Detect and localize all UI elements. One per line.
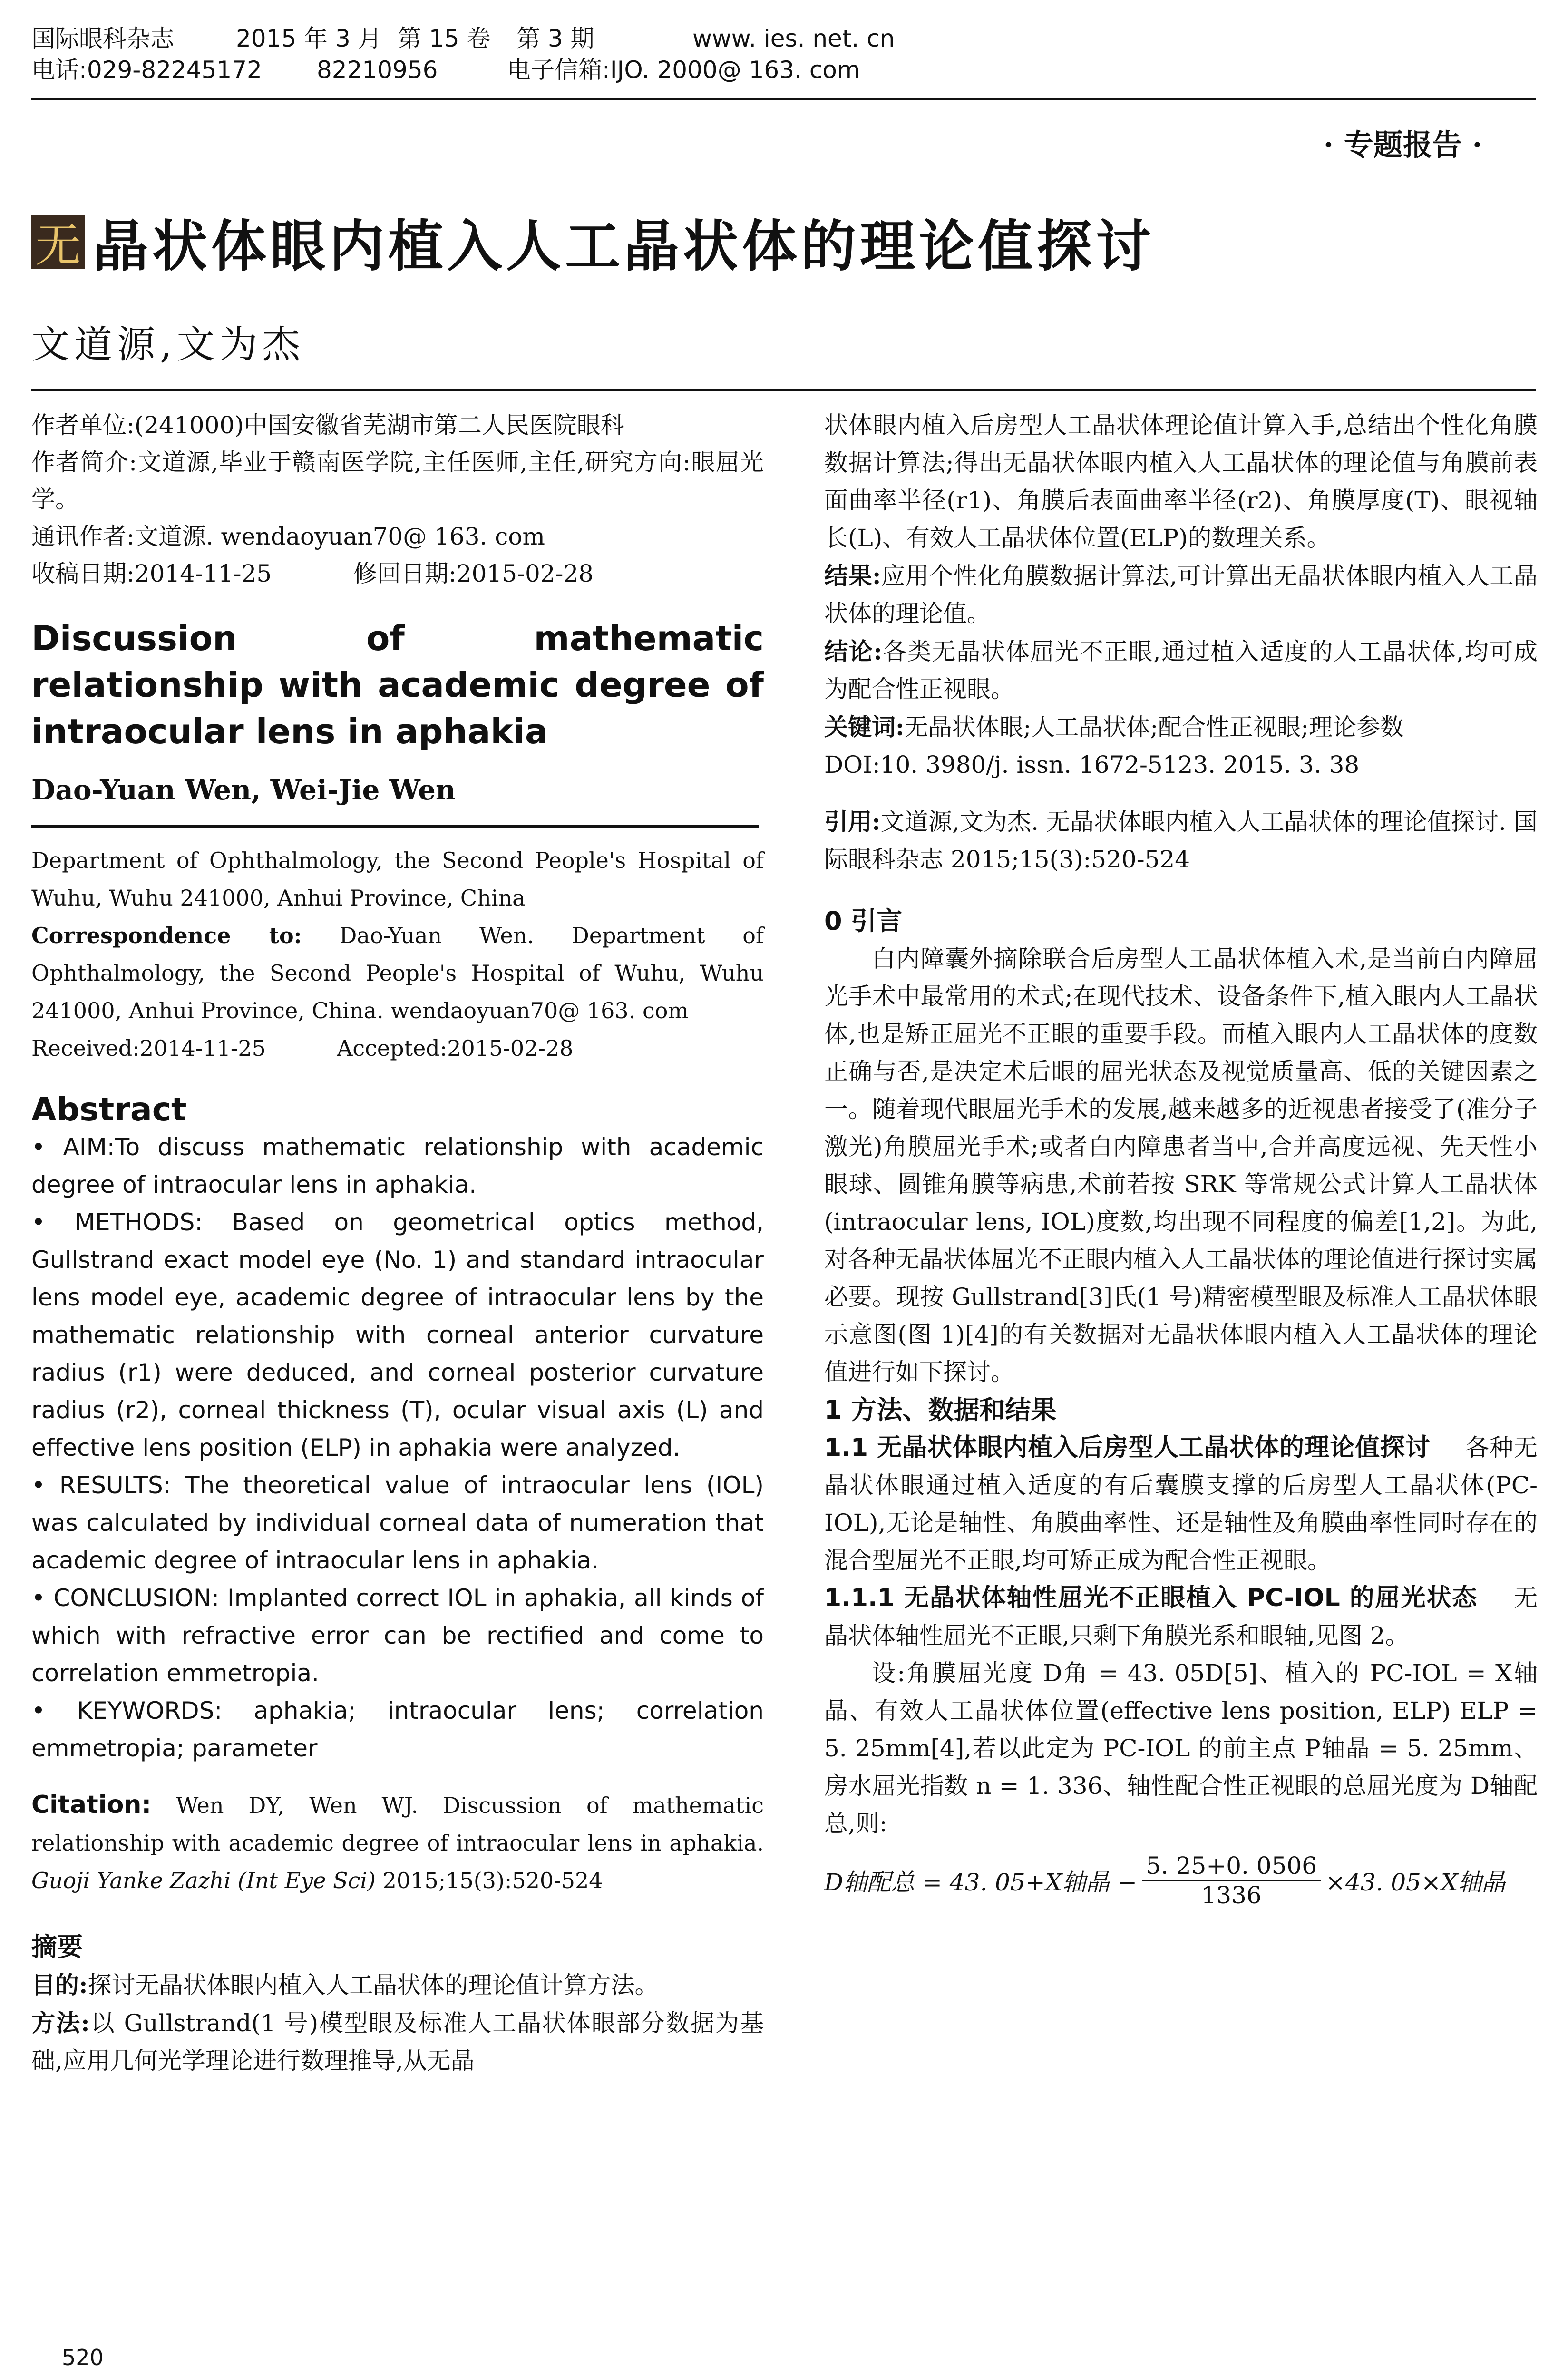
abstract-aim: • AIM:To discuss mathematic relationship with academic degree of intraocular lens in aphakia. bbox=[31, 1133, 764, 1198]
english-correspondence bbox=[31, 917, 764, 1030]
phone2: 82210956 bbox=[317, 56, 438, 84]
en-received: Received:2014-11-25 bbox=[31, 1035, 266, 1061]
abstract-methods: • METHODS: Based on geometrical optics method, Gullstrand exact model eye (No. 1) and standard intraocular lens model eye, academic degree of intraocular lens by the mathematic relationship with corneal anterior curvature radius (r1) were deduced, and corneal posterior curvature radius (r2), corneal thickness (T), ocular visual axis (L) and effective lens position (ELP) in aphakia were analyzed. bbox=[31, 1208, 764, 1461]
cn-aim-text: 探讨无晶状体眼内植入人工晶状体的理论值计算方法。 bbox=[88, 1971, 659, 1999]
intro-paragraph: 白内障囊外摘除联合后房型人工晶状体植入术,是当前白内障屈光手术中最常用的术式;在现代技术、设备条件下,植入眼内人工晶状体,也是矫正屈光不正眼的重要手段。而植入眼内人工晶状体的度数正确与否,是决定术后眼的屈光状态及视觉质量高、低的关键因素之一。随着现代眼屈光手术的发展,越来越多的近视患者接受了(准分子激光)角膜屈光手术;或者白内障患者当中,合并高度远视、先天性小眼球、圆锥角膜等病患,术前若按 SRK 等常规公式计算人工晶状体(intraocular lens, IOL)度数,均出现不同程度的偏差[1,2]。为此,对各种无晶状体屈光不正眼内植入人工晶状体的理论值进行探讨实属必要。现按 Gullstrand[3]氏(1 号)精密模型眼及标准人工晶状体眼示意图(图 1)[4]的有关数据对无晶状体眼内植入人工晶状体的理论值进行如下探讨。 bbox=[824, 945, 1538, 1386]
intro-heading: 0 引言 bbox=[824, 906, 903, 936]
dates bbox=[31, 555, 764, 592]
doi: DOI:10. 3980/j. issn. 1672-5123. 2015. 3. 38 bbox=[824, 751, 1360, 779]
right-column bbox=[824, 407, 1538, 1909]
section-1-1-1-heading: 1.1.1 无晶状体轴性屈光不正眼植入 PC-IOL 的屈光状态 bbox=[824, 1584, 1478, 1612]
citation-label: Citation: bbox=[31, 1791, 152, 1819]
fraction-denominator: 1336 bbox=[1201, 1881, 1262, 1909]
cn-aim-label: 目的: bbox=[31, 1971, 88, 1999]
english-department: Department of Ophthalmology, the Second People's Hospital of Wuhu, Wuhu 241000, Anhui Province, China bbox=[31, 848, 764, 911]
issue-date: 2015 年 3 月 bbox=[236, 25, 382, 52]
citation bbox=[31, 1786, 764, 1900]
citation-journal: Guoji Yanke Zazhi (Int Eye Sci) bbox=[31, 1868, 376, 1893]
section-1-1-1-text: 无晶状体轴性屈光不正眼,只剩下角膜光系和眼轴,见图 2。 bbox=[824, 1584, 1538, 1649]
cn-citation-label: 引用: bbox=[824, 808, 881, 836]
section-1-heading: 1 方法、数据和结果 bbox=[824, 1395, 1057, 1425]
section-1-1-1 bbox=[824, 1579, 1538, 1655]
cn-keywords-label: 关键词: bbox=[824, 713, 905, 741]
cn-results-text: 应用个性化角膜数据计算法,可计算出无晶状体眼内植入人工晶状体的理论值。 bbox=[824, 562, 1538, 627]
email: 电子信箱:IJO. 2000@ 163. com bbox=[507, 56, 860, 84]
chinese-abstract-heading: 摘要 bbox=[31, 1932, 83, 1962]
volume: 第 15 卷 bbox=[398, 25, 491, 52]
fraction-numerator: 5. 25+0. 0506 bbox=[1142, 1852, 1321, 1881]
english-authors: Dao-Yuan Wen, Wei-Jie Wen bbox=[31, 774, 456, 806]
cn-keywords bbox=[824, 708, 1538, 746]
revised-date: 修回日期:2015-02-28 bbox=[353, 560, 594, 587]
section-1-1-1-setup: 设:角膜屈光度 D角 = 43. 05D[5]、植入的 PC-IOL = X轴晶、有效人工晶状体位置(effective lens position, ELP) ELP = 5. 25mm[4],若以此定为 PC-IOL 的前主点 P轴晶 = 5. 25mm、房水屈光指数 n = 1. 336、轴性配合性正视眼的总屈光度为 D轴配总,则: bbox=[824, 1659, 1538, 1837]
section-label: · 专题报告 · bbox=[1323, 127, 1482, 162]
correspondence-label: Correspondence to: bbox=[31, 923, 302, 948]
en-accepted: Accepted:2015-02-28 bbox=[337, 1035, 574, 1061]
cn-results bbox=[824, 557, 1538, 633]
journal-header bbox=[31, 23, 1534, 86]
title-rule bbox=[31, 389, 1536, 391]
section-1-1-heading: 1.1 无晶状体眼内植入后房型人工晶状体的理论值探讨 bbox=[824, 1433, 1431, 1462]
issue: 第 3 期 bbox=[516, 25, 594, 52]
title-first-char: 无 bbox=[31, 215, 85, 269]
section-1-1 bbox=[824, 1429, 1538, 1579]
authors-chinese: 文道源,文为杰 bbox=[31, 322, 305, 367]
english-dates bbox=[31, 1030, 764, 1067]
cn-conclusion-text: 各类无晶状体屈光不正眼,通过植入适度的人工晶状体,均可成为配合性正视眼。 bbox=[824, 638, 1538, 703]
corresponding-author: 通讯作者:文道源. wendaoyuan70@ 163. com bbox=[31, 523, 545, 550]
cn-conclusion bbox=[824, 633, 1538, 708]
page-number: 520 bbox=[62, 2345, 104, 2370]
journal-name: 国际眼科杂志 bbox=[31, 25, 174, 52]
english-title: Discussion of mathematic relationship with academic degree of intraocular lens in aphakia bbox=[31, 618, 764, 751]
cn-methods-text: 以 Gullstrand(1 号)模型眼及标准人工晶状体眼部分数据为基础,应用几何光学理论进行数理推导,从无晶 bbox=[31, 2009, 764, 2075]
cn-keywords-text: 无晶状体眼;人工晶状体;配合性正视眼;理论参数 bbox=[904, 713, 1404, 741]
abstract-conclusion: • CONCLUSION: Implanted correct IOL in aphakia, all kinds of which with refractive error can be rectified and come to correlation emmetropia. bbox=[31, 1584, 764, 1687]
section-1-1-text: 各种无晶状体眼通过植入适度的有后囊膜支撑的后房型人工晶状体(PC-IOL),无论是轴性、角膜曲率性、还是轴性及角膜曲率性同时存在的混合型屈光不正眼,均可矫正成为配合性正视眼。 bbox=[824, 1434, 1538, 1574]
cn-aim bbox=[31, 1966, 764, 2004]
abstract-heading: Abstract bbox=[31, 1091, 187, 1129]
title-text: 晶状体眼内植入人工晶状体的理论值探讨 bbox=[93, 214, 1155, 279]
cn-methods-continued: 状体眼内植入后房型人工晶状体理论值计算入手,总结出个性化角膜数据计算法;得出无晶状体眼内植入人工晶状体的理论值与角膜前表面曲率半径(r1)、角膜后表面曲率半径(r2)、角膜厚度(T)、眼视轴长(L)、有效人工晶状体位置(ELP)的数理关系。 bbox=[824, 411, 1538, 552]
equation-fraction bbox=[1142, 1852, 1321, 1909]
equation-rhs: ×43. 05×X轴晶 bbox=[1325, 1869, 1506, 1896]
equation-lhs: D轴配总 = 43. 05+X轴晶 − bbox=[824, 1869, 1138, 1896]
equation-1 bbox=[824, 1852, 1538, 1909]
cn-citation-text: 文道源,文为杰. 无晶状体眼内植入人工晶状体的理论值探讨. 国际眼科杂志 2015;15(3):520-524 bbox=[824, 808, 1538, 873]
article-title bbox=[31, 202, 1155, 282]
phone: 电话:029-82245172 bbox=[31, 56, 262, 84]
abstract-keywords: • KEYWORDS: aphakia; intraocular lens; correlation emmetropia; parameter bbox=[31, 1697, 764, 1762]
author-bio: 作者简介:文道源,毕业于赣南医学院,主任医师,主任,研究方向:眼屈光学。 bbox=[31, 448, 764, 513]
header-rule bbox=[31, 98, 1536, 100]
affiliation: 作者单位:(241000)中国安徽省芜湖市第二人民医院眼科 bbox=[31, 411, 624, 439]
left-column bbox=[31, 407, 764, 2080]
cn-conclusion-label: 结论: bbox=[824, 637, 882, 665]
received-date: 收稿日期:2014-11-25 bbox=[31, 560, 272, 587]
website: www. ies. net. cn bbox=[692, 25, 895, 52]
cn-methods bbox=[31, 2004, 764, 2080]
citation-tail: 2015;15(3):520-524 bbox=[382, 1868, 603, 1893]
cn-citation bbox=[824, 803, 1538, 878]
cn-methods-label: 方法: bbox=[31, 2009, 90, 2037]
cn-results-label: 结果: bbox=[824, 562, 881, 590]
correspondence-text: Dao-Yuan Wen. Department of Ophthalmology, the Second People's Hospital of Wuhu, Wuhu 241000, Anhui Province, China. wendaoyuan70@ 163. com bbox=[31, 923, 764, 1023]
abstract-results: • RESULTS: The theoretical value of intraocular lens (IOL) was calculated by individual corneal data of numeration that academic degree of intraocular lens in aphakia. bbox=[31, 1471, 764, 1574]
citation-text: Wen DY, Wen WJ. Discussion of mathematic relationship with academic degree of intraocular lens in aphakia. bbox=[31, 1792, 764, 1856]
